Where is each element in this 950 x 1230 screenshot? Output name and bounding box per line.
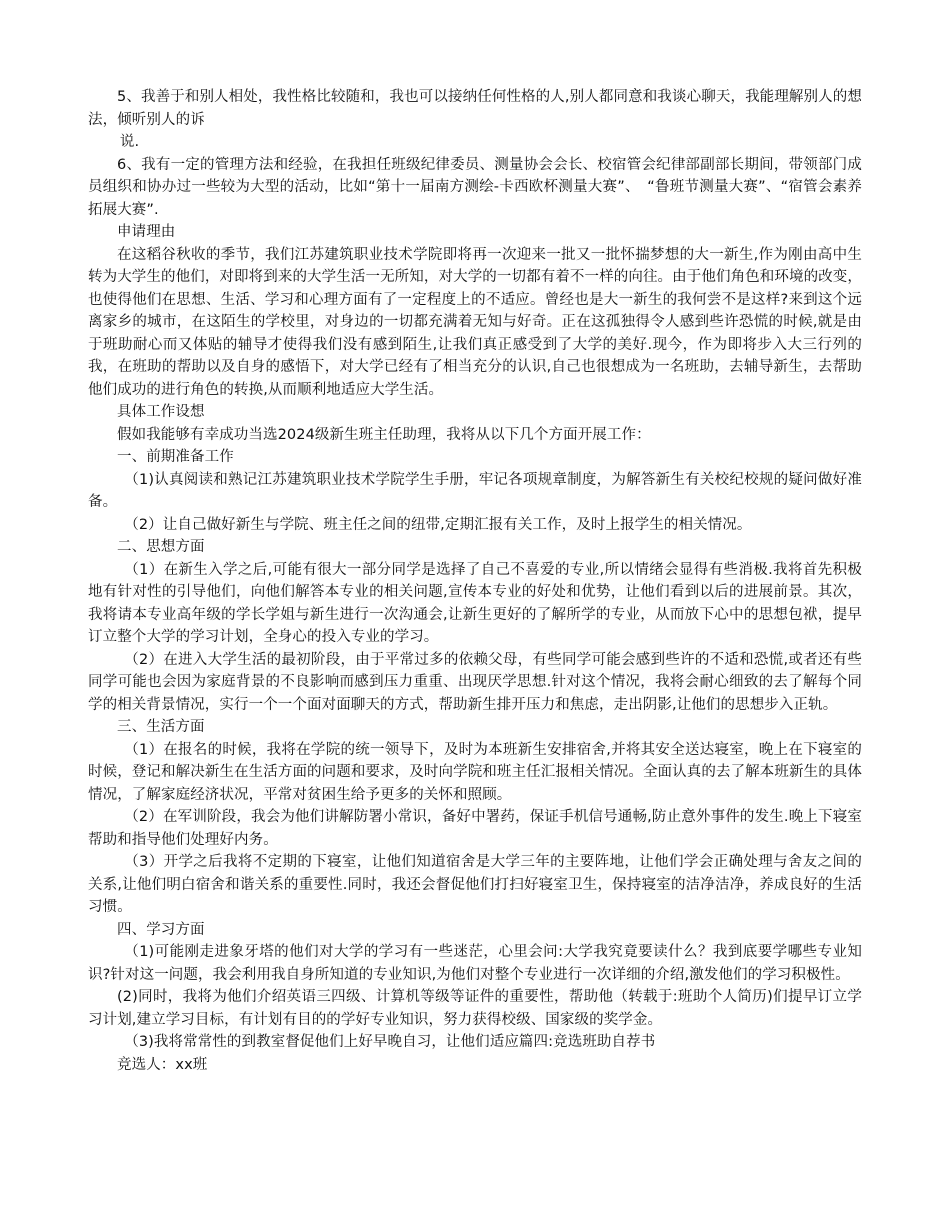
paragraph: （2）在军训阶段，我会为他们讲解防署小常识，备好中署药，保证手机信号通畅,防止意外事件的发生.晚上下寝室帮助和指导他们处理好内务。 [88, 809, 862, 848]
paragraph: （1)认真阅读和熟记江苏建筑职业技术学院学生手册，牢记各项规章制度，为解答新生有关校纪校规的疑问做好准备。 [88, 471, 862, 510]
paragraph: （3）开学之后我将不定期的下寝室，让他们知道宿舍是大学三年的主要阵地，让他们学会正确处理与舍友之间的关系,让他们明白宿舍和谐关系的重要性.同时，我还会督促他们打扫好寝室卫生，保持寝室的洁净洁净，养成良好的生活习惯。 [88, 854, 862, 915]
section-heading: 一、前期准备工作 [117, 449, 234, 465]
section-heading: 具体工作设想 [117, 404, 205, 420]
paragraph: （1)可能刚走进象牙塔的他们对大学的学习有一些迷茫，心里会问:大学我究竟要读什么？我到底要学哪些专业知识?针对这一问题，我会利用我自身所知道的专业知识,为他们对整个专业进行一次详细的介绍,激发他们的学习积极性。 [88, 944, 862, 983]
paragraph: （2）让自己做好新生与学院、班主任之间的纽带,定期汇报有关工作，及时上报学生的相关情况。 [124, 516, 752, 533]
paragraph: 在这稻谷秋收的季节，我们江苏建筑职业技术学院即将再一次迎来一批又一批怀揣梦想的大一新生,作为刚由高中生转为大学生的他们，对即将到来的大学生活一无所知，对大学的一切都有着不一样的向往。由于他们角色和环境的改变，也使得他们在思想、生活、学习和心理方面有了一定程度上的不适应。曾经也是大一新生的我何尝不是这样?来到这个远离家乡的城市，在这陌生的学校里，对身边的一切都充满着无知与好奇。正在这孤独得令人感到些许恐慌的时候,就是由于班助耐心而又体贴的辅导才使得我们没有感到陌生,让我们真正感受到了大学的美好.现今，作为即将步入大三行列的我，在班助的帮助以及自身的感悟下，对大学已经有了相当充分的认识,自己也很想成为一名班助，去辅导新生，去帮助他们成功的进行角色的转换,从而顺利地适应大学生活。 [88, 246, 862, 398]
candidate-line: 竞选人：xx班 [117, 1056, 208, 1073]
paragraph: （1）在新生入学之后,可能有很大一部分同学是选择了自己不喜爱的专业,所以情绪会显得有些消极.我将首先积极地有针对性的引导他们，向他们解答本专业的相关问题,宣传本专业的好处和优势，让他们看到以后的进展前景。其次，我将请本专业高年级的学长学姐与新生进行一次沟通会,让新生更好的了解所学的专业，从而放下心中的思想包袱，提早订立整个大学的学习计划，全身心的投入专业的学习。 [88, 561, 862, 645]
section-heading: 三、生活方面 [117, 719, 205, 735]
paragraph: （1）在报名的时候，我将在学院的统一领导下，及时为本班新生安排宿舍,并将其安全送达寝室，晚上在下寝室的时候，登记和解决新生在生活方面的问题和要求，及时向学院和班主任汇报相关情况。全面认真的去了解本班新生的具体情况，了解家庭经济状况，平常对贫困生给予更多的关怀和照顾。 [88, 741, 862, 803]
paragraph: 5、我善于和别人相处，我性格比较随和，我也可以接纳任何性格的人,别人都同意和我谈心聊天，我能理解别人的想法，倾听别人的诉 [88, 89, 862, 128]
paragraph: （2）在进入大学生活的最初阶段，由于平常过多的依赖父母，有些同学可能会感到些许的不适和恐慌,或者还有些同学可能也会因为家庭背景的不良影响而感到压力重重、出现厌学思想.针对这个情况，我将会耐心细致的去了解每个同学的相关背景情况，实行一个一个面对面聊天的方式，帮助新生排开压力和焦虑，走出阴影,让他们的思想步入正轨。 [88, 651, 862, 713]
section-heading: 四、学习方面 [117, 921, 205, 938]
document-body [88, 86, 862, 1076]
paragraph: (2)同时，我将为他们介绍英语三四级、计算机等级等证件的重要性，帮助他（转载于:班助个人简历)们提早订立学习计划,建立学习目标，有计划有目的的学好专业知识，努力获得校级、国家级的奖学金。 [88, 989, 862, 1028]
section-heading: 申请理由 [117, 224, 176, 240]
paragraph: 6、我有一定的管理方法和经验，在我担任班级纪律委员、测量协会会长、校宿管会纪律部副部长期间，带领部门成员组织和协办过一些较为大型的活动，比如“第十一届南方测绘-卡西欧杯测量大赛”、 “鲁班节测量大赛”、“宿管会素养拓展大赛”. [88, 156, 862, 218]
paragraph: 说. [119, 134, 140, 150]
section-heading: 二、思想方面 [117, 539, 205, 555]
paragraph: 假如我能够有幸成功当选2024级新生班主任助理，我将从以下几个方面开展工作： [117, 426, 651, 443]
paragraph: （3)我将常常性的到教室督促他们上好早晚自习，让他们适应篇四:竞选班助自荐书 [124, 1034, 656, 1050]
